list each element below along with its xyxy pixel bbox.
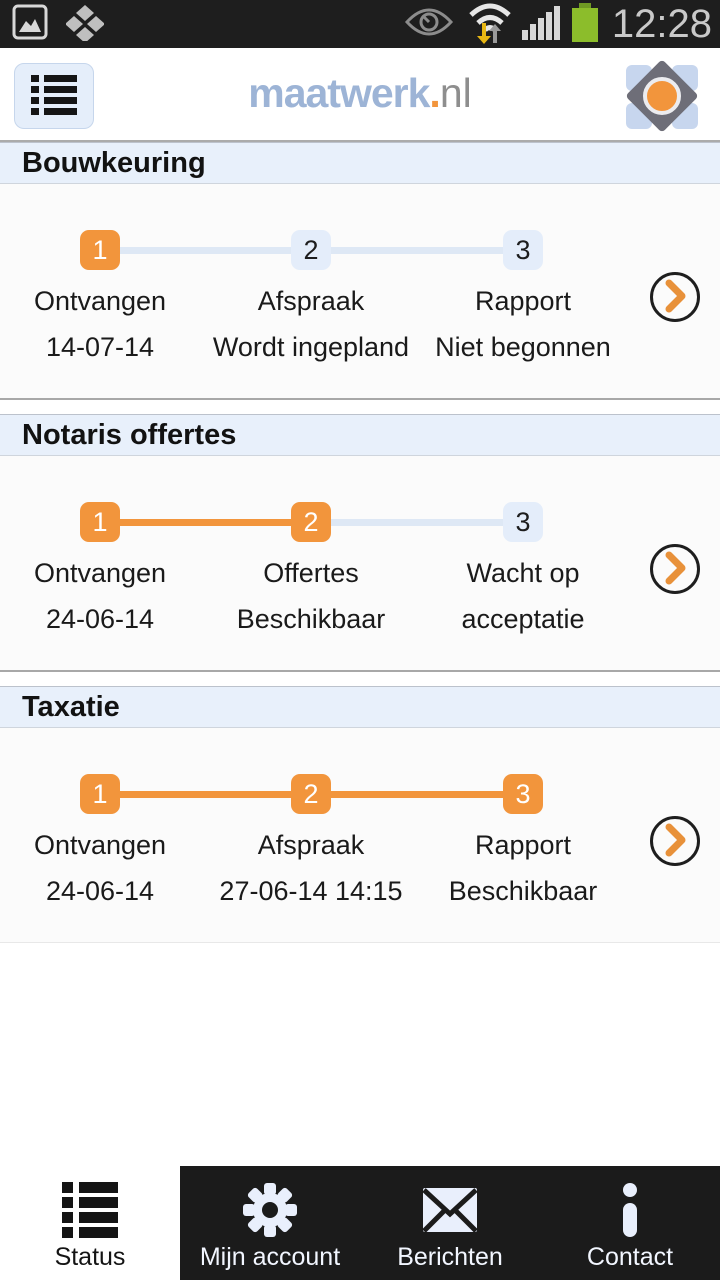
step-label: Afspraak bbox=[257, 286, 365, 316]
step-sublabel: 24-06-14 bbox=[45, 876, 155, 906]
list-icon bbox=[62, 1181, 118, 1239]
section-title: Notaris offertes bbox=[22, 418, 237, 451]
clock-text: 12:28 bbox=[611, 2, 712, 46]
company-logo-icon bbox=[624, 58, 700, 134]
app-header bbox=[0, 48, 720, 142]
step-sublabel: Beschikbaar bbox=[236, 604, 386, 634]
step-badge: 3 bbox=[503, 774, 543, 814]
wifi-icon bbox=[464, 0, 512, 50]
step-sublabel: Wordt ingepland bbox=[212, 332, 410, 362]
brand-tld: nl bbox=[439, 70, 472, 116]
section-title: Bouwkeuring bbox=[22, 146, 206, 179]
step-badge: 1 bbox=[80, 502, 120, 542]
info-icon bbox=[620, 1181, 640, 1239]
status-section bbox=[0, 142, 720, 400]
step-sublabel: Beschikbaar bbox=[448, 876, 598, 906]
signal-strength-icon bbox=[522, 4, 562, 45]
status-sections-list bbox=[0, 142, 720, 943]
nav-tab-label: Status bbox=[54, 1243, 126, 1271]
step-sublabel: Niet begonnen bbox=[435, 332, 611, 362]
envelope-icon bbox=[422, 1181, 478, 1239]
step-label: Rapport bbox=[474, 830, 572, 860]
brand-name: maatwerk bbox=[248, 70, 430, 116]
status-section bbox=[0, 672, 720, 943]
progress-fill-1 bbox=[100, 519, 312, 526]
step-label: Ontvangen bbox=[33, 830, 167, 860]
status-bar bbox=[0, 0, 720, 48]
section-content bbox=[0, 184, 720, 400]
step-label: Offertes bbox=[263, 558, 359, 588]
brand-wordmark bbox=[0, 70, 720, 117]
step-label: Rapport bbox=[474, 286, 572, 316]
section-detail-button[interactable] bbox=[650, 816, 700, 866]
status-bar-left bbox=[12, 3, 104, 46]
step-badge: 3 bbox=[503, 230, 543, 270]
progress-fill-2 bbox=[311, 791, 523, 798]
section-detail-button[interactable] bbox=[650, 544, 700, 594]
section-header bbox=[0, 414, 720, 456]
dropbox-icon bbox=[66, 3, 104, 46]
nav-tab-mijn-account[interactable] bbox=[180, 1166, 360, 1280]
step-badge: 3 bbox=[503, 502, 543, 542]
step-badge: 1 bbox=[80, 774, 120, 814]
step-sublabel: 27-06-14 14:15 bbox=[219, 876, 403, 906]
nav-tab-contact[interactable] bbox=[540, 1166, 720, 1280]
section-content bbox=[0, 728, 720, 943]
chevron-right-icon bbox=[653, 274, 697, 321]
battery-icon bbox=[572, 8, 598, 42]
chevron-right-icon bbox=[653, 818, 697, 865]
chevron-right-icon bbox=[653, 546, 697, 593]
step-badge: 2 bbox=[291, 502, 331, 542]
status-bar-right bbox=[404, 0, 712, 50]
section-content bbox=[0, 456, 720, 672]
brand-dot: . bbox=[429, 70, 440, 116]
section-header bbox=[0, 142, 720, 184]
gear-icon bbox=[242, 1181, 298, 1239]
nav-tab-label: Berichten bbox=[397, 1243, 503, 1271]
step-sublabel: acceptatie bbox=[461, 604, 585, 634]
step-sublabel: 24-06-14 bbox=[45, 604, 155, 634]
nav-tab-label: Mijn account bbox=[199, 1243, 341, 1271]
nav-tab-berichten[interactable] bbox=[360, 1166, 540, 1280]
status-section bbox=[0, 400, 720, 672]
nav-tab-label: Contact bbox=[586, 1243, 674, 1271]
gallery-icon bbox=[12, 4, 48, 45]
step-badge: 2 bbox=[291, 230, 331, 270]
step-label: Ontvangen bbox=[33, 286, 167, 316]
section-title: Taxatie bbox=[22, 690, 120, 723]
nav-tab-status[interactable] bbox=[0, 1166, 180, 1280]
step-sublabel: 14-07-14 bbox=[45, 332, 155, 362]
progress-fill-1 bbox=[100, 791, 312, 798]
step-label: Afspraak bbox=[257, 830, 365, 860]
step-label: Ontvangen bbox=[33, 558, 167, 588]
step-badge: 2 bbox=[291, 774, 331, 814]
section-detail-button[interactable] bbox=[650, 272, 700, 322]
bottom-nav bbox=[0, 1166, 720, 1280]
step-badge: 1 bbox=[80, 230, 120, 270]
step-label: Wacht op bbox=[466, 558, 580, 588]
section-header bbox=[0, 686, 720, 728]
smart-stay-eye-icon bbox=[404, 6, 454, 43]
